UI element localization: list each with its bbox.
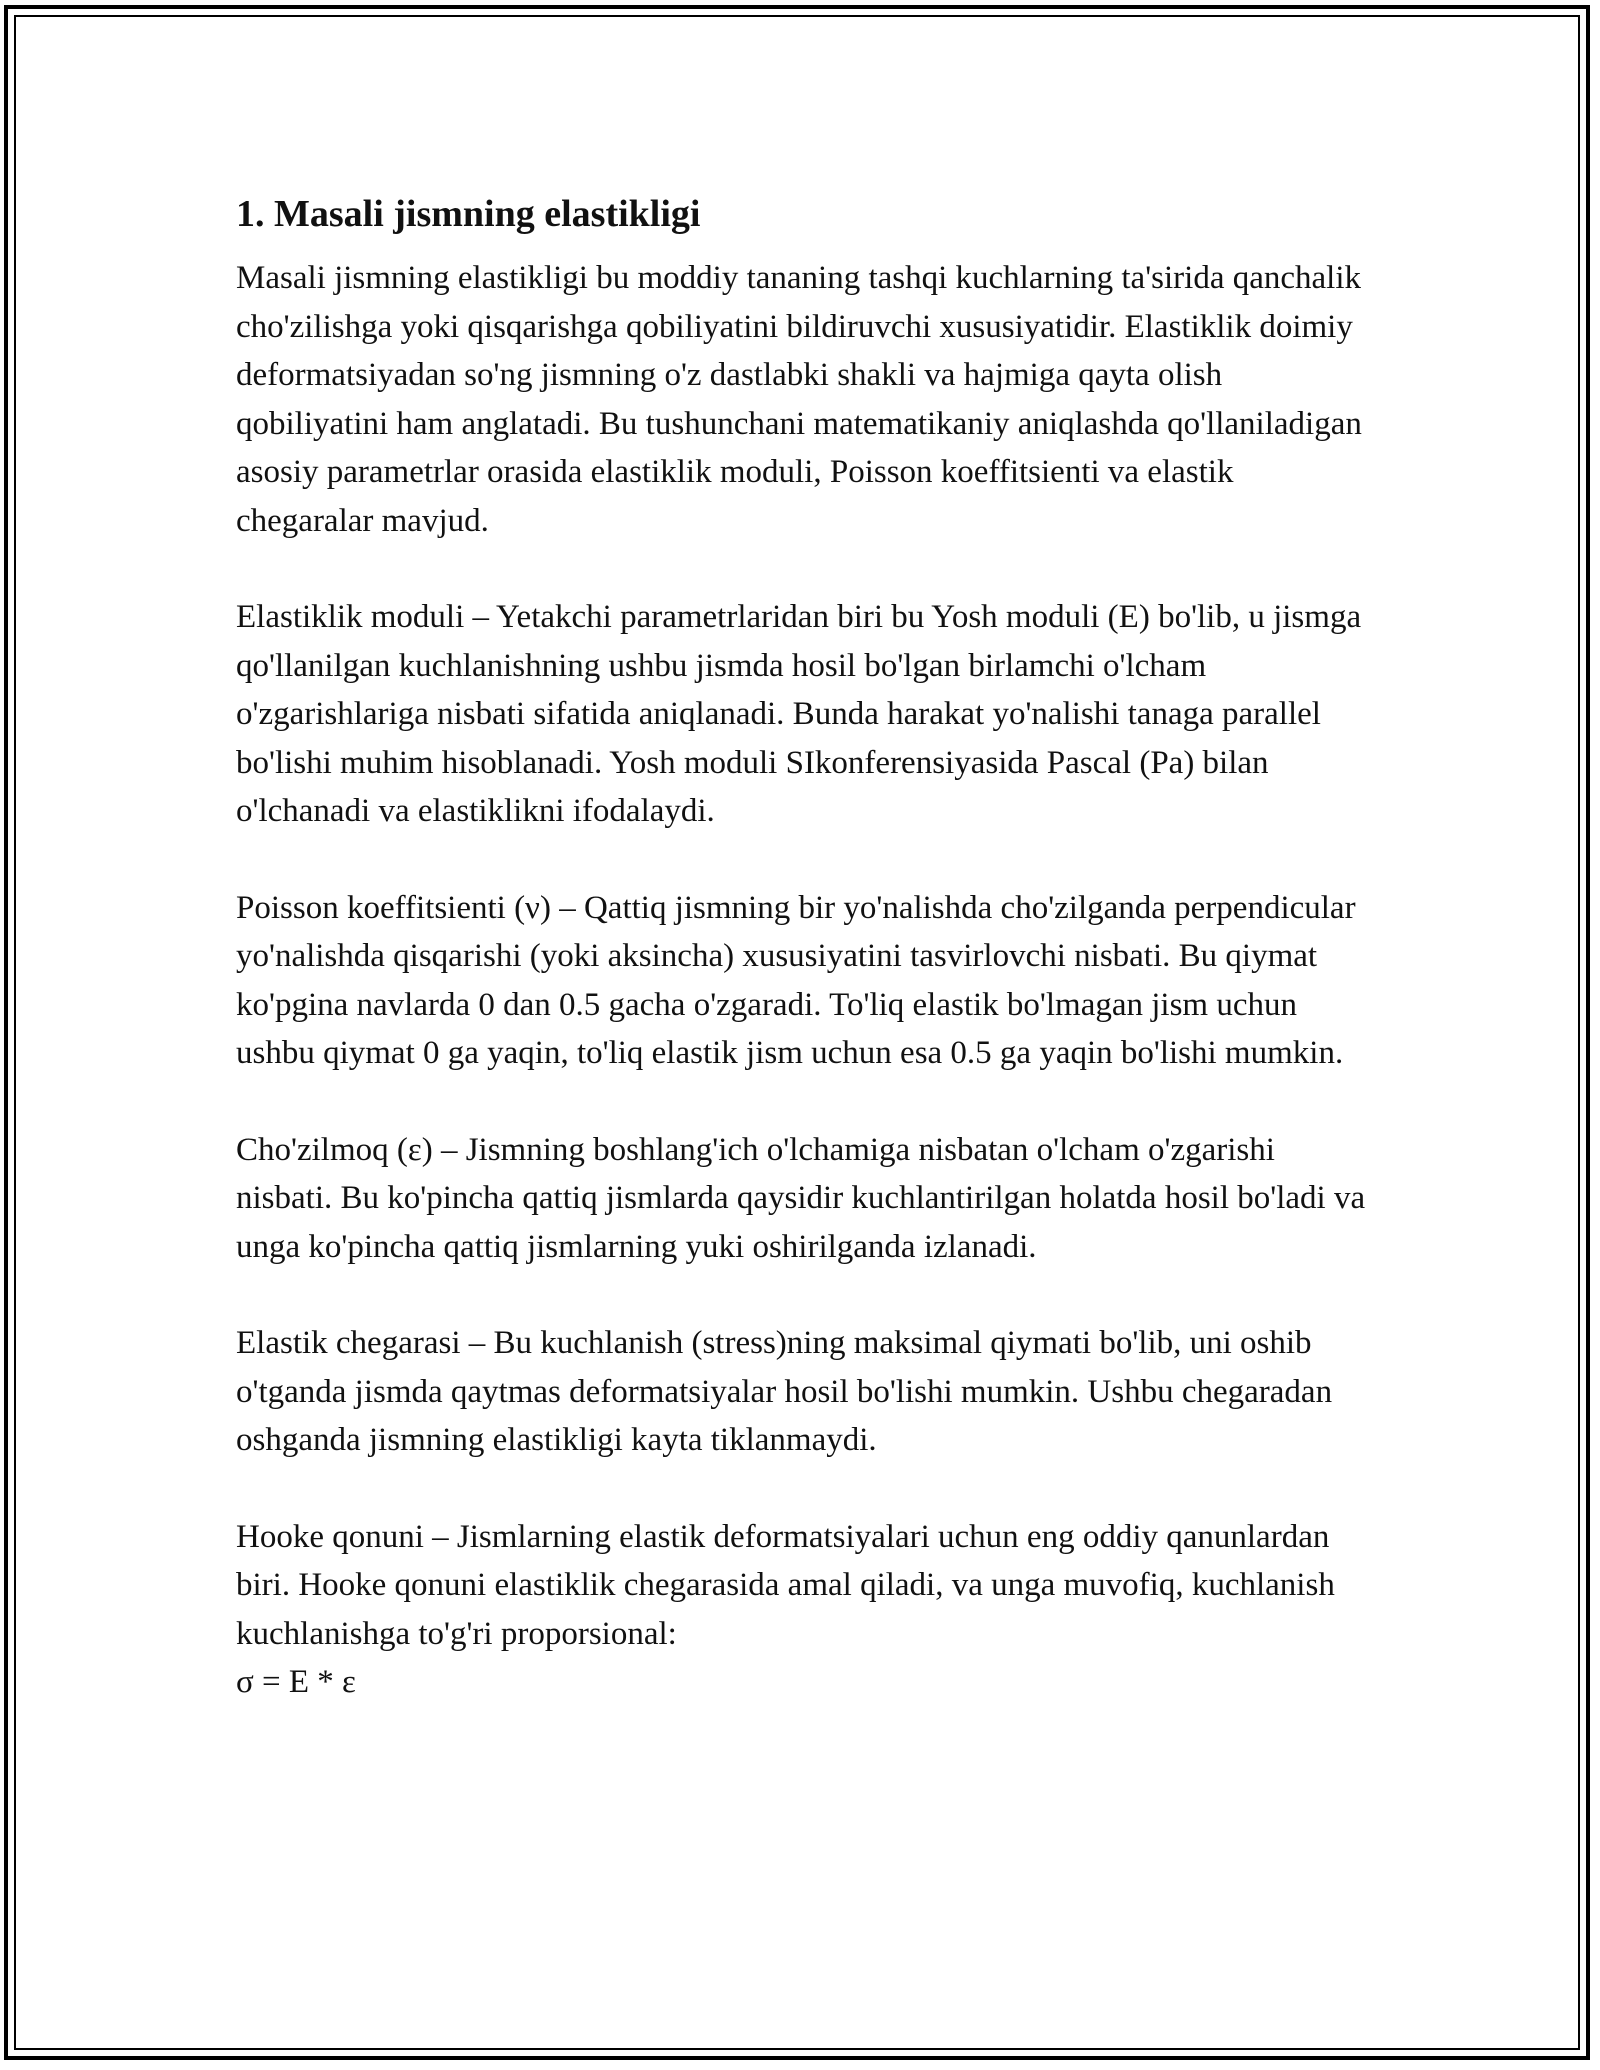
paragraph-poisson-ratio: Poisson koeffitsienti (ν) – Qattiq jismning bir yo'nalishda cho'zilganda perpendicular yo'nalishda qisqarishi (yoki aksincha) xususiyatini tasvirlovchi nisbati. Bu qiymat ko'pgina navlarda 0 dan 0.5 gacha o'zgaradi. To'liq elastik bo'lmagan jism uchun ushbu qiymat 0 ga yaqin, to'liq elastik jism uchun esa 0.5 ga yaqin bo'lishi mumkin.: [236, 889, 1356, 1071]
paragraph-strain: Cho'zilmoq (ε) – Jismning boshlang'ich o'lchamiga nisbatan o'lcham o'zgarishi nisbati. Bu ko'pincha qattiq jismlarda qaysidir kuchlantirilgan holatda hosil bo'ladi va unga ko'pincha qattiq jismlarning yuki oshirilganda izlanadi.: [236, 1131, 1366, 1265]
formula-hooke: σ = E * ε: [236, 1664, 356, 1700]
paragraph-hooke-law: Hooke qonuni – Jismlarning elastik deformatsiyalari uchun eng oddiy qanunlardan biri. Hooke qonuni elastiklik chegarasida amal qiladi, va unga muvofiq, kuchlanish kuchlanishga to'g'ri proporsional:: [236, 1518, 1335, 1652]
paragraph-elastic-modulus: Elastiklik moduli – Yetakchi parametrlaridan biri bu Yosh moduli (E) bo'lib, u jismga qo'llanilgan kuchlanishning ushbu jismda hosil bo'lgan birlamchi o'lcham o'zgarishlariga nisbati sifatida aniqlanadi. Bunda harakat yo'nalishi tanaga parallel bo'lishi muhim hisoblanadi. Yosh moduli SIkonferensiyasida Pascal (Pa) bilan o'lchanadi va elastiklikni ifodalaydi.: [236, 599, 1362, 829]
paragraph-elastic-limit: Elastik chegarasi – Bu kuchlanish (stress)ning maksimal qiymati bo'lib, uni oshib o'tganda jismda qaytmas deformatsiyalar hosil bo'lishi mumkin. Ushbu chegaradan oshganda jismning elastikligi kayta tiklanmaydi.: [236, 1325, 1333, 1458]
section-heading: 1. Masali jismning elastikligi: [236, 193, 701, 235]
document-body: [236, 190, 1376, 1707]
paragraph-intro: Masali jismning elastikligi bu moddiy tananing tashqi kuchlarning ta'sirida qanchalik cho'zilishga yoki qisqarishga qobiliyatini bildiruvchi xususiyatidir. Elastiklik doimiy deformatsiyadan so'ng jismning o'z dastlabki shakli va hajmiga qayta olish qobiliyatini ham anglatadi. Bu tushunchani matematikaniy aniqlashda qo'llaniladigan asosiy parametrlar orasida elastiklik moduli, Poisson koeffitsienti va elastik chegaralar mavjud.: [236, 260, 1362, 539]
